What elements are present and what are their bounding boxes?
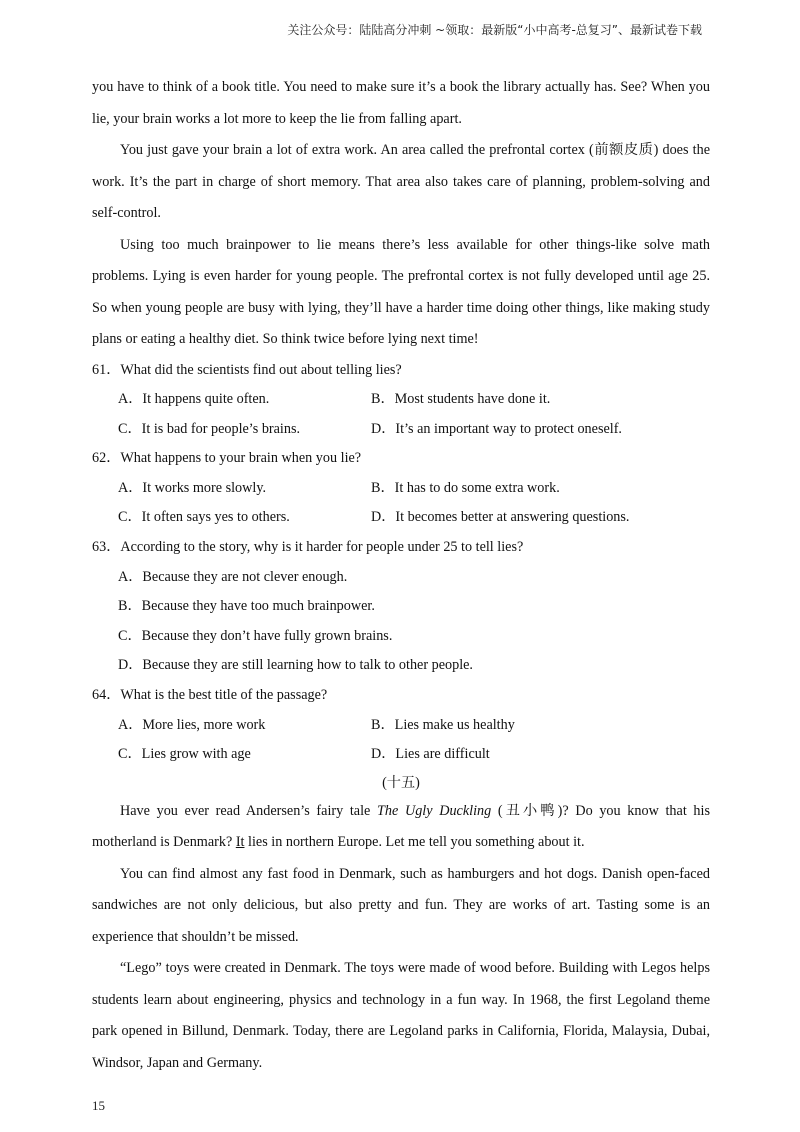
question-63-stem: 63．According to the story, why is it harder for people under 25 to tell lies? — [92, 539, 524, 556]
question-62-stem: 62．What happens to your brain when you lie? — [92, 450, 362, 467]
text-run: lies in northern Europe. Let me tell you something about it. — [244, 834, 585, 851]
book-title: The Ugly Duckling — [377, 802, 492, 819]
text-run: Have you ever read Andersen’s fairy tale — [120, 802, 378, 819]
paragraph: Using too much brainpower to lie means there’s less available for other things-like solve math problems. Lying is even harder for young people. The prefrontal cortex is not fully developed until age 25. So when young people are busy with lying, they’ll have a harder time doing other things, like making study plans or eating a healthy diet. So think twice before lying next time! — [92, 236, 710, 347]
text-run: (丑小鸭)? Do you know that his motherland is Denmark? — [92, 802, 710, 851]
option-c: C．Because they don’t have fully grown brains. — [118, 627, 393, 644]
option-d: D．It becomes better at answering questions. — [371, 509, 630, 526]
question-61-options-row-2 — [92, 415, 710, 445]
paragraph — [92, 796, 710, 859]
option-b: B．It has to do some extra work. — [371, 479, 560, 496]
paragraph: you have to think of a book title. You need to make sure it’s a book the library actually has. See? When you lie, your brain works a lot more to keep the lie from falling apart. — [92, 79, 710, 127]
option-b: B．Because they have too much brainpower. — [118, 598, 375, 615]
option-a: A．More lies, more work — [118, 716, 266, 733]
option-b: B．Most students have done it. — [371, 391, 551, 408]
question-61-stem: 61．What did the scientists find out about telling lies? — [92, 361, 402, 378]
question-64-options-row-1 — [92, 711, 710, 741]
paragraph: “Lego” toys were created in Denmark. The toys were made of wood before. Building with Legos helps students learn about engineering, physics and technology in a fun way. In 1968, the first Legoland theme park opened in Billund, Denmark. Today, there are Legoland parks in California, Florida, Malaysia, Dubai, Windsor, Japan and Germany. — [92, 960, 710, 1071]
question-64-options-row-2 — [92, 740, 710, 770]
question-62-options-row-1 — [92, 474, 710, 504]
page-header: 关注公众号：陆陆高分冲刺 ~领取：最新版“小中高考-总复习”、最新试卷下载 — [287, 23, 702, 37]
question-61-options-row-1 — [92, 385, 710, 415]
option-d: D．Lies are difficult — [371, 746, 490, 763]
question-62-options-row-2 — [92, 503, 710, 533]
option-c: C．It often says yes to others. — [118, 509, 290, 526]
underlined-word: It — [235, 834, 245, 851]
page-content — [92, 72, 710, 1079]
page-number: 15 — [92, 1098, 105, 1113]
option-a: A．It happens quite often. — [118, 391, 270, 408]
option-a: A．It works more slowly. — [118, 479, 267, 496]
option-c: C．Lies grow with age — [118, 746, 251, 763]
option-c: C．It is bad for people’s brains. — [118, 420, 301, 437]
option-d: D．It’s an important way to protect oneself. — [371, 420, 622, 437]
question-64-stem: 64．What is the best title of the passage? — [92, 687, 328, 704]
paragraph: You can find almost any fast food in Denmark, such as hamburgers and hot dogs. Danish open-faced sandwiches are not only delicious, but also pretty and fun. They are works of art. Tasting some is an experience that shouldn’t be missed. — [92, 865, 710, 945]
section-title: (十五) — [382, 774, 420, 791]
option-d: D．Because they are still learning how to talk to other people. — [118, 657, 473, 674]
option-a: A．Because they are not clever enough. — [118, 568, 348, 585]
paragraph: You just gave your brain a lot of extra work. An area called the prefrontal cortex (前额皮质) does the work. It’s the part in charge of short memory. That area also takes care of planning, problem-solving and self-control. — [92, 142, 710, 221]
option-b: B．Lies make us healthy — [371, 716, 515, 733]
